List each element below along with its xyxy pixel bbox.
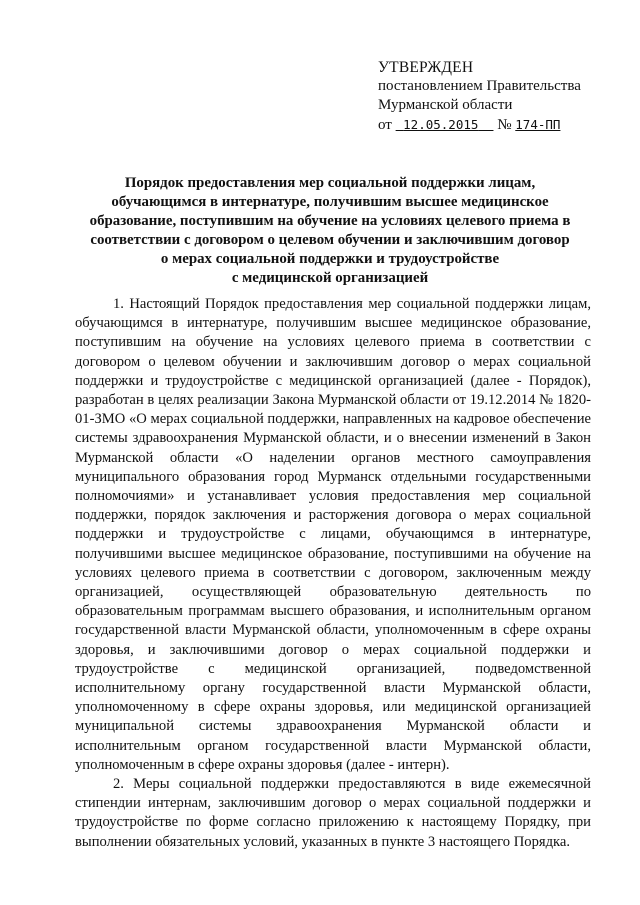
document-body — [75, 295, 591, 852]
title-line: Порядок предоставления мер социальной поддержки лицам, — [124, 175, 536, 191]
title-line: образование, поступившим на обучение на условиях целевого приема в — [89, 213, 571, 229]
approval-date-line — [378, 115, 581, 135]
title-line: обучающимся в интернатуре, получившим высшее медицинское — [111, 194, 549, 210]
paragraph-1: 1. Настоящий Порядок предоставления мер социальной поддержки лицам, обучающимся в интернатуре, получившим высшее медицинское образование, поступившим на обучение на условиях целевого приема в соответствии с договором о целевом обучении и заключившим договор о мерах социальной поддержки и трудоустройстве с медицинской организацией (далее - Порядок), разработан в целях реализации Закона Мурманской области от 19.12.2014 № 1820-01-ЗМО «О мерах социальной поддержки, направленных на кадровое обеспечение системы здравоохранения Мурманской области, и о внесении изменений в Закон Мурманской области «О наделении органов местного самоуправления муниципального образования город Мурманск отдельными государственными полномочиями» и устанавливает условия предоставления мер социальной поддержки, порядок заключения и расторжения договора о мерах социальной поддержки и трудоустройстве с лицами, обучающимся в интернатуре, получившими высшее медицинское образование, поступившими на обучение на условиях целевого приема в соответствии с договором, заключенным между организацией, осуществляющей образовательную деятельность по образовательным программам высшего образования, и исполнительным органом государственной власти Мурманской области, уполномоченным в сфере охраны здоровья, и заключившими договор о мерах социальной поддержки и трудоустройстве с медицинской организацией, подведомственной исполнительному органу государственной власти Мурманской области, уполномоченному в сфере охраны здоровья, или медицинской организацией муниципальной системы здравоохранения Мурманской области и исполнительным органом государственной власти Мурманской области, уполномоченным в сфере охраны здоровья (далее - интерн). — [75, 296, 591, 773]
paragraph-2: 2. Меры социальной поддержки предоставляются в виде ежемесячной стипендии интернам, заключившим договор о мерах социальной поддержки и трудоустройстве по форме согласно приложению к настоящему Порядку, при выполнении обязательных условий, указанных в пункте 3 настоящего Порядка. — [75, 776, 591, 850]
approval-line-2: Мурманской области — [378, 97, 513, 113]
title-line: с медицинской организацией — [231, 270, 429, 286]
title-line: о мерах социальной поддержки и трудоустройстве — [160, 251, 500, 267]
approval-stamp — [378, 58, 581, 135]
date-prefix: от — [378, 117, 392, 133]
approval-date: 12.05.2015 — [403, 117, 479, 132]
title-line: соответствии с договором о целевом обучении и заключившим договор — [90, 232, 570, 248]
approval-number: 174-ПП — [515, 117, 561, 132]
document-title — [80, 174, 580, 288]
approval-heading: УТВЕРЖДЕН — [378, 59, 474, 76]
approval-line-1: постановлением Правительства — [378, 78, 581, 94]
number-sign: № — [497, 117, 512, 133]
